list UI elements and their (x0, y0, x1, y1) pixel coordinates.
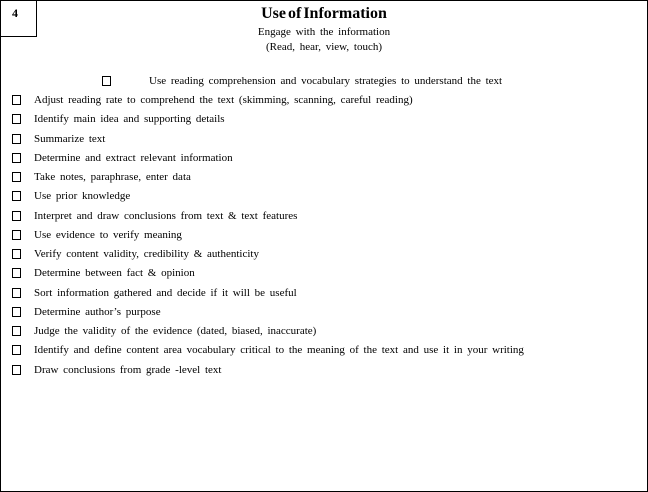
checklist-item-label: Use prior knowledge (34, 190, 131, 203)
checkbox[interactable] (12, 326, 21, 336)
checklist-item-label: Verify content validity, credibility & authenticity (34, 248, 259, 260)
page-title: Use of Information (261, 5, 387, 22)
checklist-item-label: Determine author’s purpose (34, 305, 161, 318)
checkbox[interactable] (12, 114, 21, 124)
checklist-item-label: Identify main idea and supporting details (34, 113, 225, 126)
checklist-item-label: Draw conclusions from grade -level text (34, 363, 222, 376)
checklist-item-label: Determine between fact & opinion (34, 267, 195, 280)
checklist-item-label: Use reading comprehension and vocabulary strategies to understand the text (149, 75, 503, 87)
checklist-item-label: Determine and extract relevant information (34, 151, 233, 164)
checkbox[interactable] (12, 268, 21, 278)
checklist-item-label: Judge the validity of the evidence (dated, biased, inaccurate) (34, 325, 317, 337)
checklist-item-label: Adjust reading rate to comprehend the text (skimming, scanning, careful reading) (34, 94, 413, 106)
checklist-item-label: Summarize text (34, 132, 106, 145)
checkbox[interactable] (12, 288, 21, 298)
checklist-item-label: Interpret and draw conclusions from text & text features (34, 209, 298, 222)
checklist-item-label: Use evidence to verify meaning (34, 228, 182, 241)
checklist-item-label: Sort information gathered and decide if it will be useful (34, 286, 297, 299)
checkbox[interactable] (12, 211, 21, 221)
checkbox[interactable] (12, 345, 21, 355)
checkbox[interactable] (12, 249, 21, 259)
checkbox[interactable] (12, 191, 21, 201)
page-number: 4 (12, 6, 18, 20)
checkbox[interactable] (12, 95, 21, 105)
checklist-item-label: Identify and define content area vocabulary critical to the meaning of the text and use it in your writing (34, 344, 524, 357)
checkbox[interactable] (12, 307, 21, 317)
checkbox[interactable] (12, 153, 21, 163)
subtitle-modes: (Read, hear, view, touch) (265, 41, 383, 53)
checklist-item-label: Take notes, paraphrase, enter data (34, 171, 191, 183)
checkbox[interactable] (12, 230, 21, 240)
checkbox[interactable] (12, 365, 21, 375)
checkbox[interactable] (102, 76, 111, 86)
checkbox[interactable] (12, 134, 21, 144)
subtitle-engage: Engage with the information (257, 26, 391, 38)
checkbox[interactable] (12, 172, 21, 182)
